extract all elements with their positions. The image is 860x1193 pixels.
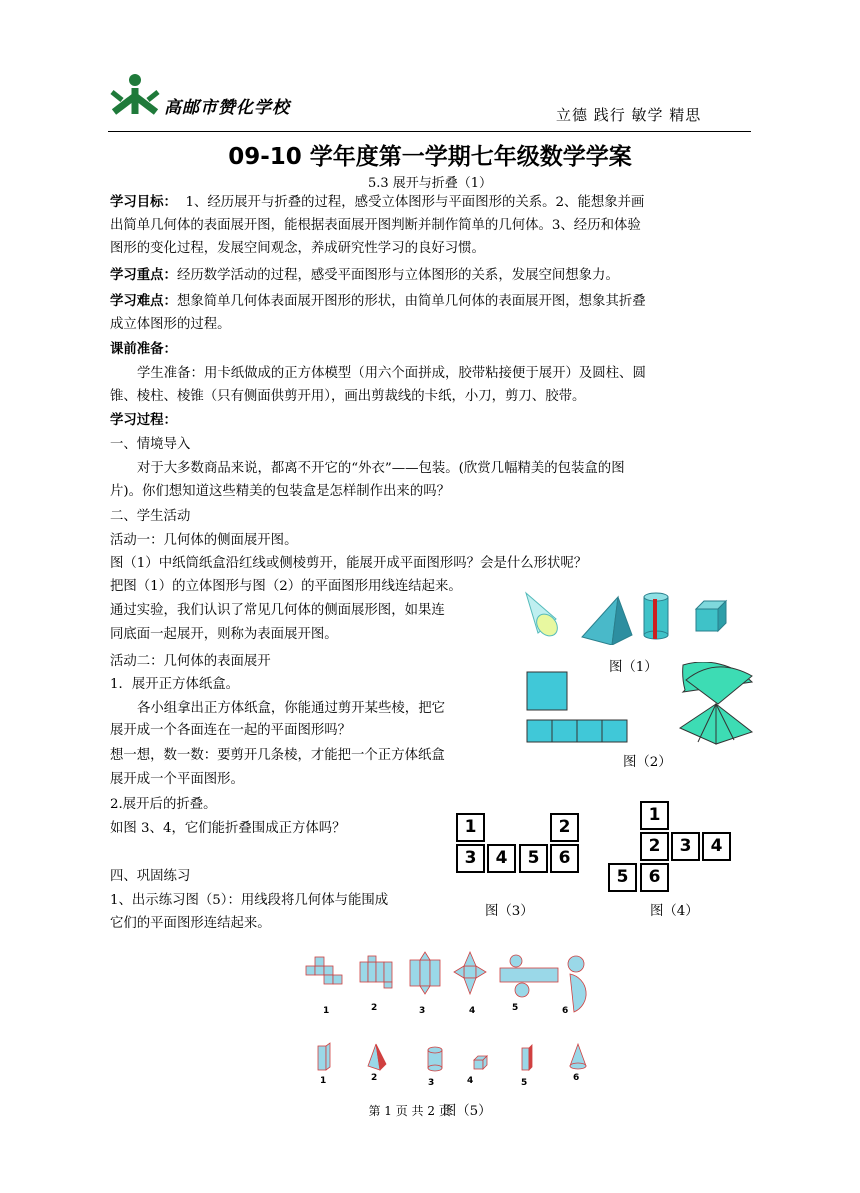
cone-solid	[526, 593, 562, 640]
pyramid-solid	[582, 597, 632, 645]
process-label: 学习过程：	[110, 412, 177, 428]
school-name: 高邮市赞化学校	[164, 98, 290, 118]
activity1-line1: 图（1）中纸筒纸盒沿红线或侧棱剪开，能展开成平面图形吗？会是什么形状呢？	[110, 556, 588, 571]
row-net-label-2: 2	[371, 1003, 378, 1013]
row-net-label-6: 6	[562, 1006, 569, 1016]
difficulties-line2: 成立体图形的过程。	[110, 317, 231, 332]
page-subtitle: 5.3 展开与折叠（1）	[367, 176, 493, 191]
row-net-label-3: 3	[419, 1006, 426, 1016]
square-flat	[527, 672, 567, 710]
objectives-line3: 图形的变化过程，发展空间观念，养成研究性学习的良好习惯。	[110, 241, 485, 256]
section4-heading: 四、巩固练习	[110, 869, 191, 884]
net4-cell-1: 1	[640, 801, 669, 830]
cylinder-solid	[644, 593, 668, 639]
section4-line2: 它们的平面图形连结起来。	[110, 916, 271, 931]
page-footer	[0, 1100, 860, 1119]
activity2-line5: 如图 3、4，它们能折叠围成正方体吗？	[110, 821, 346, 836]
solid-b	[368, 1044, 386, 1070]
solid-e	[522, 1045, 532, 1070]
section1-line2: 片)。你们想知道这些精美的包装盒是怎样制作出来的吗？	[110, 484, 450, 499]
objectives-label: 学习目标：	[110, 194, 177, 210]
solid-d	[474, 1056, 487, 1069]
net-c	[410, 952, 440, 994]
net4-cell-4: 4	[702, 832, 731, 861]
row-net-label-1: 1	[323, 1006, 330, 1016]
figure1-solids	[520, 585, 750, 645]
activity1-line2: 把图（1）的立体图形与图（2）的平面图形用线连结起来。	[110, 579, 462, 594]
net-d	[454, 952, 486, 994]
section1-line1: 对于大多数商品来说，都离不开它的“外衣”——包装。(欣赏几幅精美的包装盒的图	[137, 461, 625, 476]
preparation-line2: 锥、棱柱、棱锥（只有侧面供剪开用），画出剪裁线的卡纸，小刀，剪刀、胶带。	[110, 389, 586, 404]
net4-cell-5: 5	[608, 863, 637, 892]
figure4-net	[608, 801, 738, 893]
objectives-line1: 学习目标： 1、经历展开与折叠的过程，感受立体图形与平面图形的关系。2、能想象并画	[110, 194, 645, 210]
activity2-line2: 展开成一个各面连在一起的平面图形吗？	[110, 723, 352, 738]
figure5-solids	[310, 1040, 600, 1076]
net3-cell-4: 4	[487, 844, 516, 873]
net3-cell-1: 1	[456, 813, 485, 842]
row-net-label-5: 5	[512, 1003, 519, 1013]
row-solid-label-6: 6	[573, 1073, 580, 1083]
figure5-nets	[300, 950, 600, 1020]
objectives-line2: 出简单几何体的表面展开图，能根据表面展开图判断并制作简单的几何体。3、经历和体验	[110, 218, 641, 233]
net-f	[568, 956, 586, 1012]
triangle-fan-flat	[680, 704, 752, 744]
activity2-line3: 想一想，数一数：要剪开几条棱，才能把一个正方体纸盒	[110, 748, 445, 763]
row-solid-label-1: 1	[320, 1076, 327, 1086]
net-b	[360, 956, 392, 988]
net3-cell-5: 5	[519, 844, 548, 873]
rectangle-strip-flat	[527, 720, 627, 742]
net3-cell-6: 6	[550, 844, 579, 873]
section1-heading: 一、情境导入	[110, 437, 191, 452]
key-points: 学习重点：经历数学活动的过程，感受平面图形与立体图形的关系，发展空间想象力。	[110, 267, 619, 283]
header-divider	[108, 131, 751, 132]
figure3-caption: 图（3）	[485, 904, 534, 919]
net-e	[500, 955, 558, 997]
preparation-line1: 学生准备：用卡纸做成的正方体模型（用六个面拼成，胶带粘接便于展开）及圆柱、圆	[137, 366, 646, 381]
activity2-line4: 展开成一个平面图形。	[110, 772, 244, 787]
net-a	[306, 957, 342, 984]
page-number: 第 1 页 共 2 页	[368, 1104, 451, 1118]
key-points-label: 学习重点：	[110, 267, 177, 283]
activity2-item2: 2.展开后的折叠。	[110, 797, 217, 812]
activity2-line1: 各小组拿出正方体纸盒，你能通过剪开某些棱，把它	[137, 701, 445, 716]
figure3-net	[456, 813, 582, 873]
activity1-line4: 同底面一起展开，则称为表面展开图。	[110, 627, 338, 642]
page-title: 09-10 学年度第一学期七年级数学学案	[228, 144, 632, 170]
solid-f	[570, 1044, 586, 1069]
figure1-caption: 图（1）	[609, 660, 658, 675]
preparation-label: 课前准备：	[110, 341, 177, 357]
cube-solid	[696, 601, 726, 631]
solid-c	[428, 1047, 442, 1071]
solid-a	[318, 1043, 330, 1070]
row-solid-label-3: 3	[428, 1078, 435, 1088]
row-solid-label-4: 4	[467, 1076, 474, 1086]
activity2-item1: 1．展开正方体纸盒。	[110, 677, 240, 692]
section2-heading: 二、学生活动	[110, 509, 191, 524]
school-motto: 立德 践行 敏学 精思	[556, 106, 702, 124]
difficulties-line1: 学习难点：想象简单几何体表面展开图形的形状，由简单几何体的表面展开图，想象其折叠	[110, 293, 646, 309]
school-logo	[108, 70, 162, 120]
row-solid-label-2: 2	[371, 1073, 378, 1083]
figure2-flat-shapes	[520, 662, 760, 762]
net3-cell-3: 3	[456, 844, 485, 873]
figure4-caption: 图（4）	[650, 904, 699, 919]
activity1-line3: 通过实验，我们认识了常见几何体的侧面展形图，如果连	[110, 603, 445, 618]
net3-cell-2: 2	[550, 813, 579, 842]
row-solid-label-5: 5	[521, 1078, 528, 1088]
activity2-heading: 活动二：几何体的表面展开	[110, 654, 271, 669]
section4-line1: 1、出示练习图（5）：用线段将几何体与能围成	[110, 893, 389, 908]
net4-cell-6: 6	[640, 863, 669, 892]
difficulties-label: 学习难点：	[110, 293, 177, 309]
activity1-heading: 活动一：几何体的侧面展开图。	[110, 533, 298, 548]
figure2-caption: 图（2）	[623, 755, 672, 770]
figure5-caption: 图（5）	[442, 1104, 492, 1119]
net4-cell-2: 2	[640, 832, 669, 861]
row-net-label-4: 4	[469, 1006, 476, 1016]
net4-cell-3: 3	[671, 832, 700, 861]
